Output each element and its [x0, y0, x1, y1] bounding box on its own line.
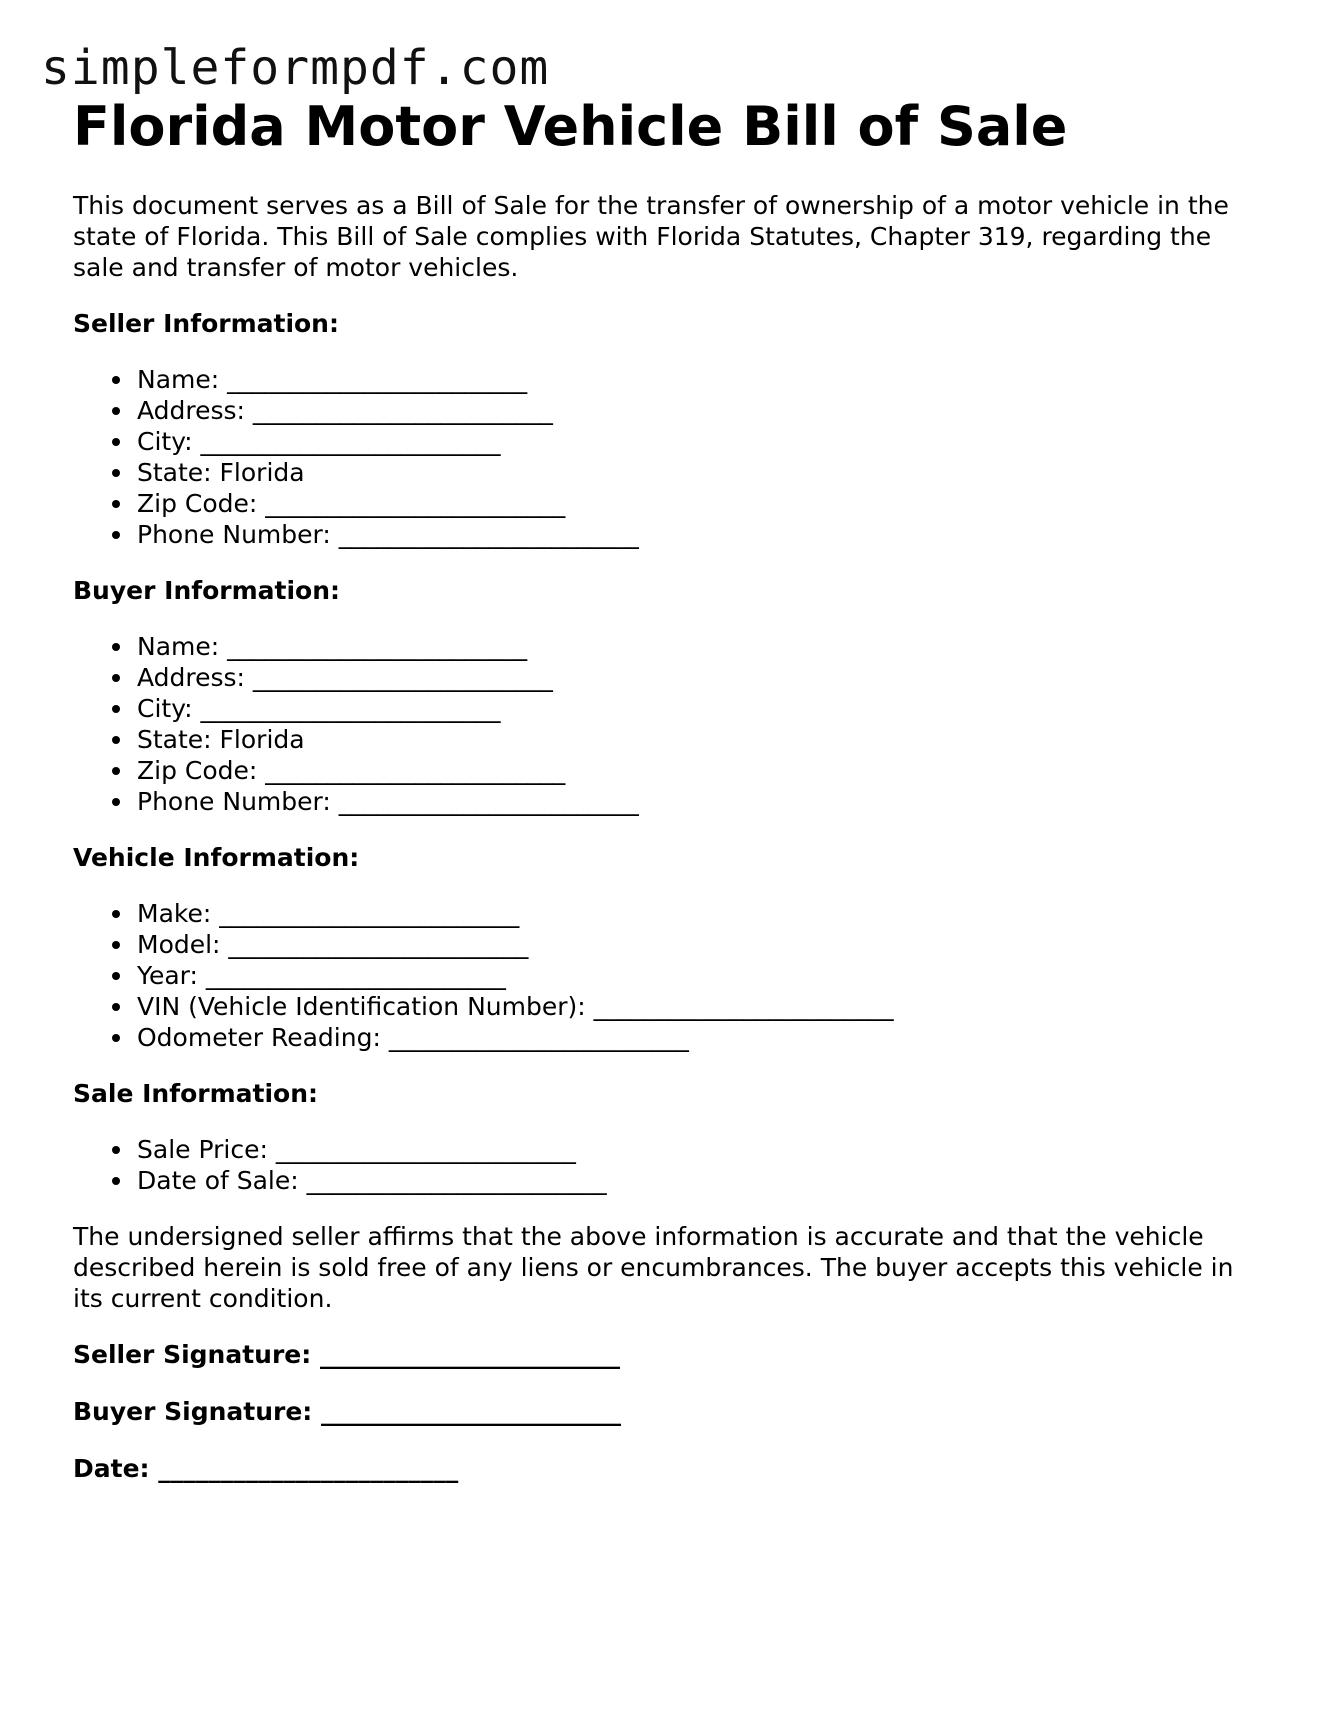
seller-city-field[interactable]: City: ________________________ — [137, 426, 1253, 457]
closing-paragraph: The undersigned seller affirms that the above information is accurate and that the vehicle described herein is sold free of any liens or encumbrances. The buyer accepts this vehicle in its current condition. — [73, 1222, 1234, 1313]
vehicle-make-field[interactable]: Make: ________________________ — [137, 898, 1253, 929]
vehicle-odometer-field[interactable]: Odometer Reading: ________________________ — [137, 1022, 1253, 1053]
sale-price-field[interactable]: Sale Price: ________________________ — [137, 1134, 1253, 1165]
buyer-zip-field[interactable]: Zip Code: ________________________ — [137, 755, 1253, 786]
seller-phone-field[interactable]: Phone Number: ________________________ — [137, 519, 1253, 550]
document-body — [73, 94, 1253, 1484]
seller-name-field[interactable]: Name: ________________________ — [137, 364, 1253, 395]
vehicle-vin-field[interactable]: VIN (Vehicle Identification Number): ________________________ — [137, 991, 1253, 1022]
seller-state-field: State: Florida — [137, 457, 1253, 488]
buyer-address-field[interactable]: Address: ________________________ — [137, 662, 1253, 693]
sale-section-heading: Sale Information: — [73, 1079, 318, 1108]
buyer-fields-list — [73, 631, 1253, 817]
seller-fields-list — [73, 364, 1253, 550]
site-watermark: simpleformpdf.com — [41, 40, 550, 96]
seller-section-heading: Seller Information: — [73, 309, 339, 338]
seller-zip-field[interactable]: Zip Code: ________________________ — [137, 488, 1253, 519]
page-title: Florida Motor Vehicle Bill of Sale — [73, 95, 1068, 158]
buyer-name-field[interactable]: Name: ________________________ — [137, 631, 1253, 662]
vehicle-year-field[interactable]: Year: ________________________ — [137, 960, 1253, 991]
buyer-phone-field[interactable]: Phone Number: ________________________ — [137, 786, 1253, 817]
vehicle-fields-list — [73, 898, 1253, 1053]
sale-fields-list — [73, 1134, 1253, 1196]
vehicle-model-field[interactable]: Model: ________________________ — [137, 929, 1253, 960]
vehicle-section-heading: Vehicle Information: — [73, 843, 360, 872]
buyer-state-field: State: Florida — [137, 724, 1253, 755]
intro-paragraph: This document serves as a Bill of Sale for the transfer of ownership of a motor vehicle in the state of Florida. This Bill of Sale complies with Florida Statutes, Chapter 319, regarding the sale and transfer of motor vehicles. — [73, 191, 1229, 282]
buyer-signature-field[interactable]: Buyer Signature: ________________________ — [73, 1397, 622, 1426]
seller-address-field[interactable]: Address: ________________________ — [137, 395, 1253, 426]
seller-signature-field[interactable]: Seller Signature: ________________________ — [73, 1340, 620, 1369]
signature-date-field[interactable]: Date: ________________________ — [73, 1454, 459, 1483]
sale-date-field[interactable]: Date of Sale: ________________________ — [137, 1165, 1253, 1196]
buyer-section-heading: Buyer Information: — [73, 576, 341, 605]
buyer-city-field[interactable]: City: ________________________ — [137, 693, 1253, 724]
